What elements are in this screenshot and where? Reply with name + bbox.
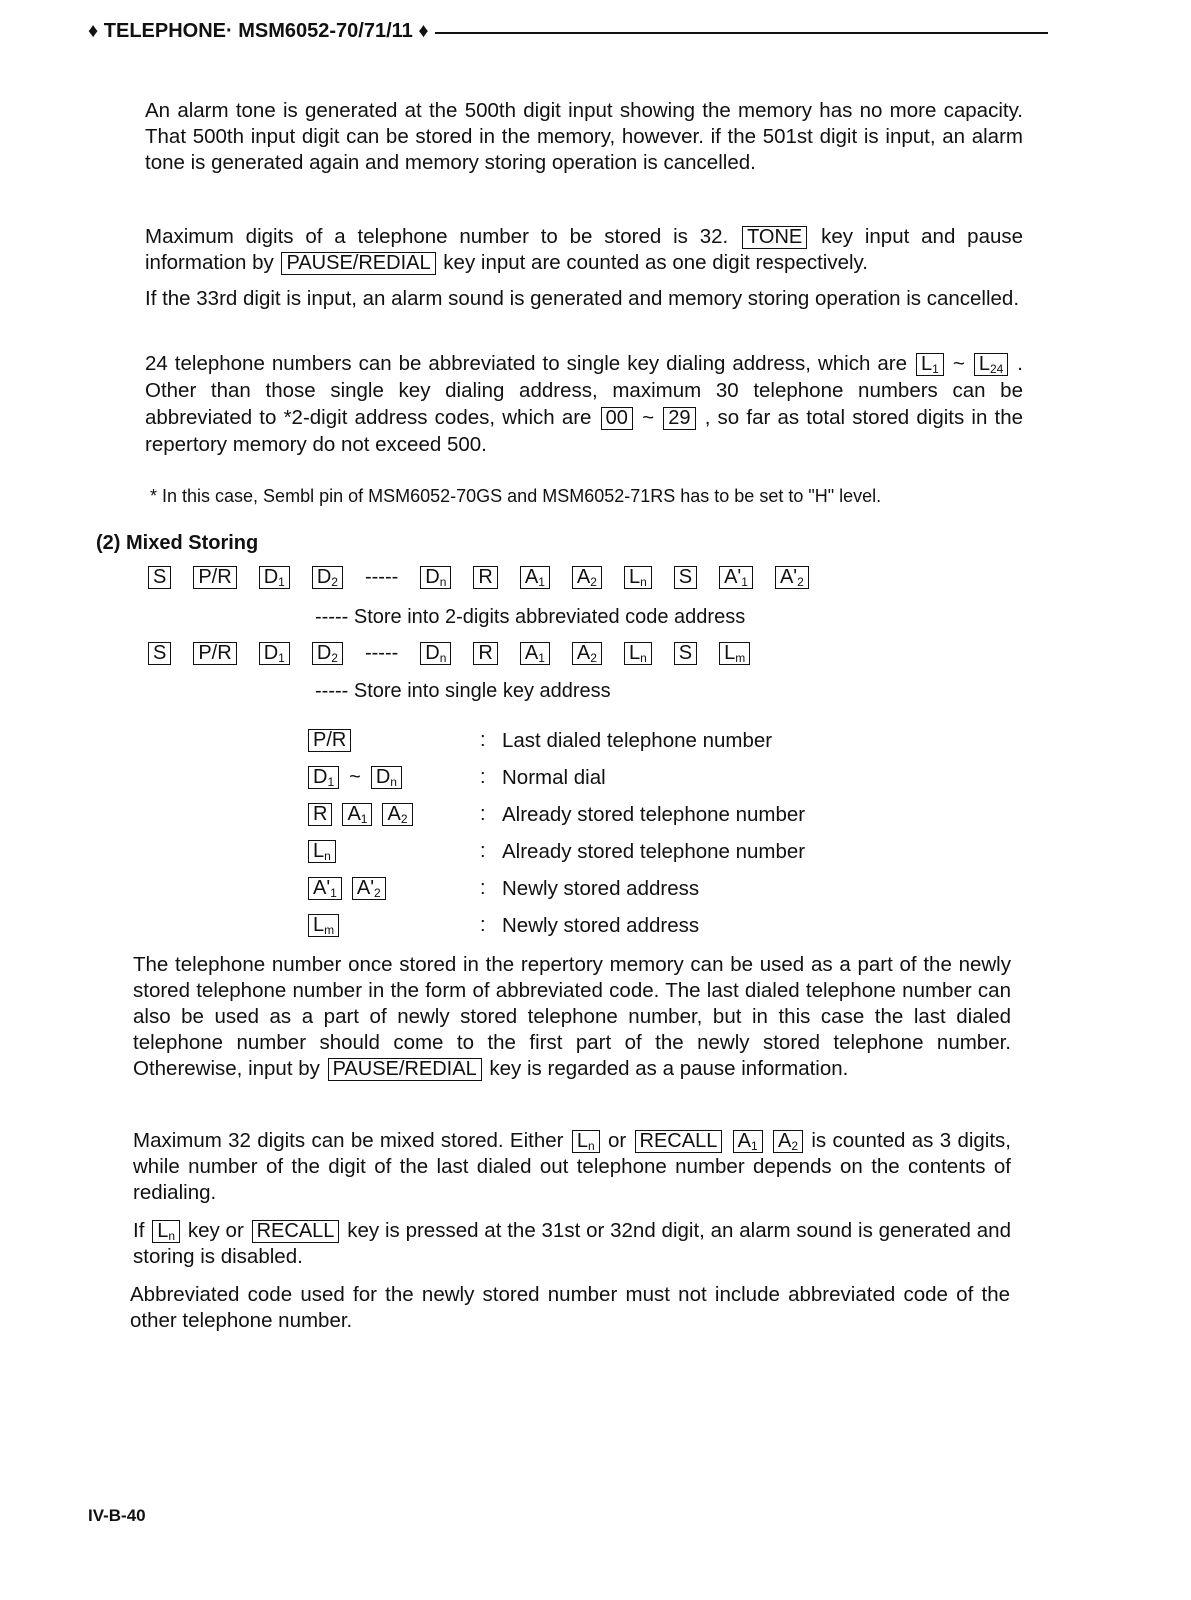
key-dn (371, 766, 402, 789)
key-label: A (778, 1130, 792, 1152)
key-subscript: n (640, 575, 647, 589)
paragraph-33rd-digit (145, 286, 1023, 312)
key-s: S (148, 566, 171, 589)
key-a-prime-2 (352, 877, 386, 900)
key-subscript: 2 (374, 886, 381, 900)
key-subscript: 1 (741, 575, 748, 589)
key-label: D (316, 566, 332, 588)
key-subscript: 1 (538, 651, 545, 665)
key-label: D (425, 566, 440, 588)
recall-key: RECALL (252, 1220, 340, 1243)
key-d1 (259, 566, 290, 589)
key-subscript: 1 (751, 1139, 758, 1153)
key-a1 (520, 566, 550, 589)
key-label: L (978, 353, 990, 375)
paragraph-alarm-500 (145, 98, 1023, 176)
key-ln (572, 1130, 600, 1153)
legend-row (308, 907, 868, 944)
legend-colon: : (480, 877, 486, 899)
key-sequence-single-key (148, 642, 750, 665)
paragraph-31st-32nd (133, 1218, 1011, 1270)
key-subscript: n (439, 651, 447, 665)
paragraph-abbreviation (145, 350, 1023, 458)
key-l1 (916, 353, 944, 376)
paragraph-text: Abbreviated code used for the newly stored number must not include abbreviated code of the other telephone number. (130, 1283, 1010, 1332)
paragraph-reuse-stored (133, 952, 1011, 1082)
key-ln (152, 1220, 180, 1243)
key-r: R (473, 566, 497, 589)
key-00: 00 (601, 407, 633, 430)
paragraph-text: is counted as 3 digits, while number of the digit of the last dialed out telephone number depends on the contents of redialing. (133, 1129, 1012, 1204)
key-subscript: 2 (331, 651, 338, 665)
key-label: D (316, 642, 332, 664)
legend-row (308, 759, 868, 796)
header-rule (435, 32, 1048, 34)
key-a2 (572, 566, 602, 589)
key-label: A (576, 642, 591, 664)
key-d2 (312, 566, 343, 589)
paragraph-text: If (133, 1219, 145, 1242)
legend-description: Already stored telephone number (502, 839, 806, 863)
key-subscript: 1 (932, 362, 939, 376)
footnote-sembl: * In this case, Sembl pin of MSM6052-70GS and MSM6052-71RS has to be set to "H" level. (150, 486, 882, 506)
paragraph-text: key is pressed at the 31st or 32nd digit, an alarm sound is generated and storing is disabled. (133, 1219, 1011, 1268)
dashes: ----- (364, 642, 399, 664)
key-r: R (308, 803, 332, 826)
key-subscript: n (439, 575, 447, 589)
tone-key: TONE (742, 226, 807, 249)
key-label: A (524, 566, 539, 588)
key-d1 (259, 642, 290, 665)
legend-description: Newly stored address (502, 876, 700, 900)
paragraph-mixed-max (133, 1128, 1011, 1206)
key-a1 (342, 803, 372, 826)
paragraph-text: Maximum digits of a telephone number to be stored is 32. (145, 225, 729, 248)
key-subscript: 2 (400, 812, 408, 826)
key-ln (624, 642, 652, 665)
key-pr: P/R (308, 729, 351, 752)
key-subscript: m (324, 923, 335, 937)
key-ln (308, 840, 336, 863)
key-a1 (520, 642, 550, 665)
legend-colon: : (480, 840, 486, 862)
paragraph-abbreviated-restriction (130, 1282, 1010, 1334)
key-pr: P/R (193, 566, 236, 589)
key-subscript: 1 (278, 575, 285, 589)
page-number: IV-B-40 (88, 1506, 146, 1525)
tilde: ~ (349, 766, 361, 788)
key-label: D (375, 766, 391, 788)
legend-keys (308, 803, 480, 826)
key-label: A' (313, 877, 331, 899)
key-subscript: 1 (330, 886, 337, 900)
key-sequence-abbreviated (148, 566, 809, 589)
key-label: L (313, 914, 325, 936)
paragraph-text: key input are counted as one digit respectively. (443, 251, 868, 274)
key-label: L (921, 353, 933, 375)
key-subscript: 2 (797, 575, 804, 589)
key-d1 (308, 766, 339, 789)
key-label: A' (724, 566, 742, 588)
recall-key: RECALL (635, 1130, 723, 1153)
key-legend (308, 722, 868, 944)
legend-colon: : (480, 914, 486, 936)
key-a-prime-2 (775, 566, 809, 589)
paragraph-text: key or (187, 1219, 244, 1242)
key-label: A (387, 803, 401, 825)
page-header (88, 14, 1048, 48)
pause-redial-key: PAUSE/REDIAL (328, 1058, 482, 1081)
legend-description: Newly stored address (502, 913, 700, 937)
legend-keys (308, 877, 480, 900)
legend-row (308, 796, 868, 833)
key-subscript: 2 (791, 1139, 799, 1153)
key-subscript: 24 (989, 362, 1004, 376)
key-s: S (674, 642, 697, 665)
key-label: A (576, 566, 591, 588)
pause-redial-key: PAUSE/REDIAL (281, 252, 435, 275)
key-label: A (347, 803, 361, 825)
tilde: ~ (642, 406, 655, 429)
legend-keys (308, 840, 480, 863)
key-label: L (157, 1220, 169, 1242)
key-label: D (263, 642, 279, 664)
key-r: R (473, 642, 497, 665)
key-subscript: n (640, 651, 647, 665)
paragraph-text: 24 telephone numbers can be abbreviated to single key dialing address, which are (145, 352, 908, 375)
paragraph-text: , so far as total stored digits in the repertory memory do not exceed 500. (145, 406, 1024, 456)
legend-keys (308, 766, 480, 789)
legend-colon: : (480, 803, 486, 825)
paragraph-text: or (607, 1129, 627, 1152)
key-label: D (313, 766, 328, 788)
legend-keys (308, 914, 480, 937)
key-subscript: n (168, 1229, 176, 1243)
key-a2 (773, 1130, 803, 1153)
key-a1 (733, 1130, 763, 1153)
legend-description: Last dialed telephone number (502, 728, 773, 752)
legend-colon: : (480, 729, 486, 751)
key-s: S (674, 566, 697, 589)
key-29: 29 (663, 407, 695, 430)
key-a2 (572, 642, 602, 665)
key-label: A (737, 1130, 751, 1152)
legend-row (308, 833, 868, 870)
paragraph-max-digits (145, 224, 1023, 276)
key-label: L (313, 840, 325, 862)
legend-description: Already stored telephone number (502, 802, 806, 826)
key-subscript: n (587, 1139, 595, 1153)
key-subscript: 2 (331, 575, 338, 589)
key-subscript: n (390, 775, 397, 789)
legend-keys (308, 729, 480, 752)
paragraph-text: An alarm tone is generated at the 500th digit input showing the memory has no more capacity. That 500th input digit can be stored in the memory, however. if the 501st digit is input, an alarm tone is generated again and memory storing operation is cancelled. (145, 99, 1023, 174)
key-label: A' (356, 877, 375, 899)
key-label: A (524, 642, 539, 664)
key-a2 (382, 803, 412, 826)
legend-colon: : (480, 766, 486, 788)
key-subscript: n (324, 849, 331, 863)
key-ln (624, 566, 652, 589)
key-subscript: 1 (327, 775, 335, 789)
key-subscript: m (735, 651, 746, 665)
key-label: D (263, 566, 279, 588)
paragraph-text: Maximum 32 digits can be mixed stored. Either (133, 1129, 564, 1152)
key-dn (420, 566, 451, 589)
key-l24 (974, 353, 1008, 376)
key-lm (719, 642, 750, 665)
sequence-caption-abbreviated: ----- Store into 2-digits abbreviated code address (315, 606, 746, 628)
key-subscript: 1 (360, 812, 368, 826)
key-a-prime-1 (719, 566, 753, 589)
key-subscript: 2 (590, 575, 597, 589)
dashes: ----- (364, 566, 399, 588)
key-subscript: 1 (278, 651, 285, 665)
paragraph-text: If the 33rd digit is input, an alarm sound is generated and memory storing operation is cancelled. (145, 287, 1020, 310)
section-heading-mixed-storing: (2) Mixed Storing (96, 532, 259, 554)
paragraph-text: . Other than those single key dialing address, maximum 30 telephone numbers can be abbreviated to *2-digit address codes, which are (145, 352, 1023, 429)
key-label: L (724, 642, 736, 664)
key-subscript: 1 (538, 575, 545, 589)
tilde: ~ (952, 352, 965, 375)
paragraph-text: key input and pause information by (145, 225, 1024, 274)
key-s: S (148, 642, 171, 665)
key-subscript: 2 (590, 651, 597, 665)
sequence-caption-single-key: ----- Store into single key address (315, 680, 611, 702)
key-dn (420, 642, 451, 665)
legend-row (308, 870, 868, 907)
legend-row (308, 722, 868, 759)
header-title: ♦ TELEPHONE· MSM6052-70/71/11 ♦ (88, 19, 429, 42)
key-label: L (628, 566, 641, 588)
key-label: L (628, 642, 641, 664)
key-label: D (425, 642, 440, 664)
key-label: A' (779, 566, 798, 588)
paragraph-text: key is regarded as a pause information. (489, 1057, 849, 1080)
key-a-prime-1 (308, 877, 342, 900)
key-lm (308, 914, 339, 937)
key-label: L (576, 1130, 588, 1152)
paragraph-text: The telephone number once stored in the repertory memory can be used as a part of the newly stored telephone number in the form of abbreviated code. The last dialed telephone number can also be used as a part of newly stored telephone number, but in this case the last dialed telephone number should come to the first part of the newly stored telephone number. Otherewise, input by (133, 953, 1011, 1080)
key-pr: P/R (193, 642, 236, 665)
key-d2 (312, 642, 343, 665)
legend-description: Normal dial (502, 765, 606, 789)
